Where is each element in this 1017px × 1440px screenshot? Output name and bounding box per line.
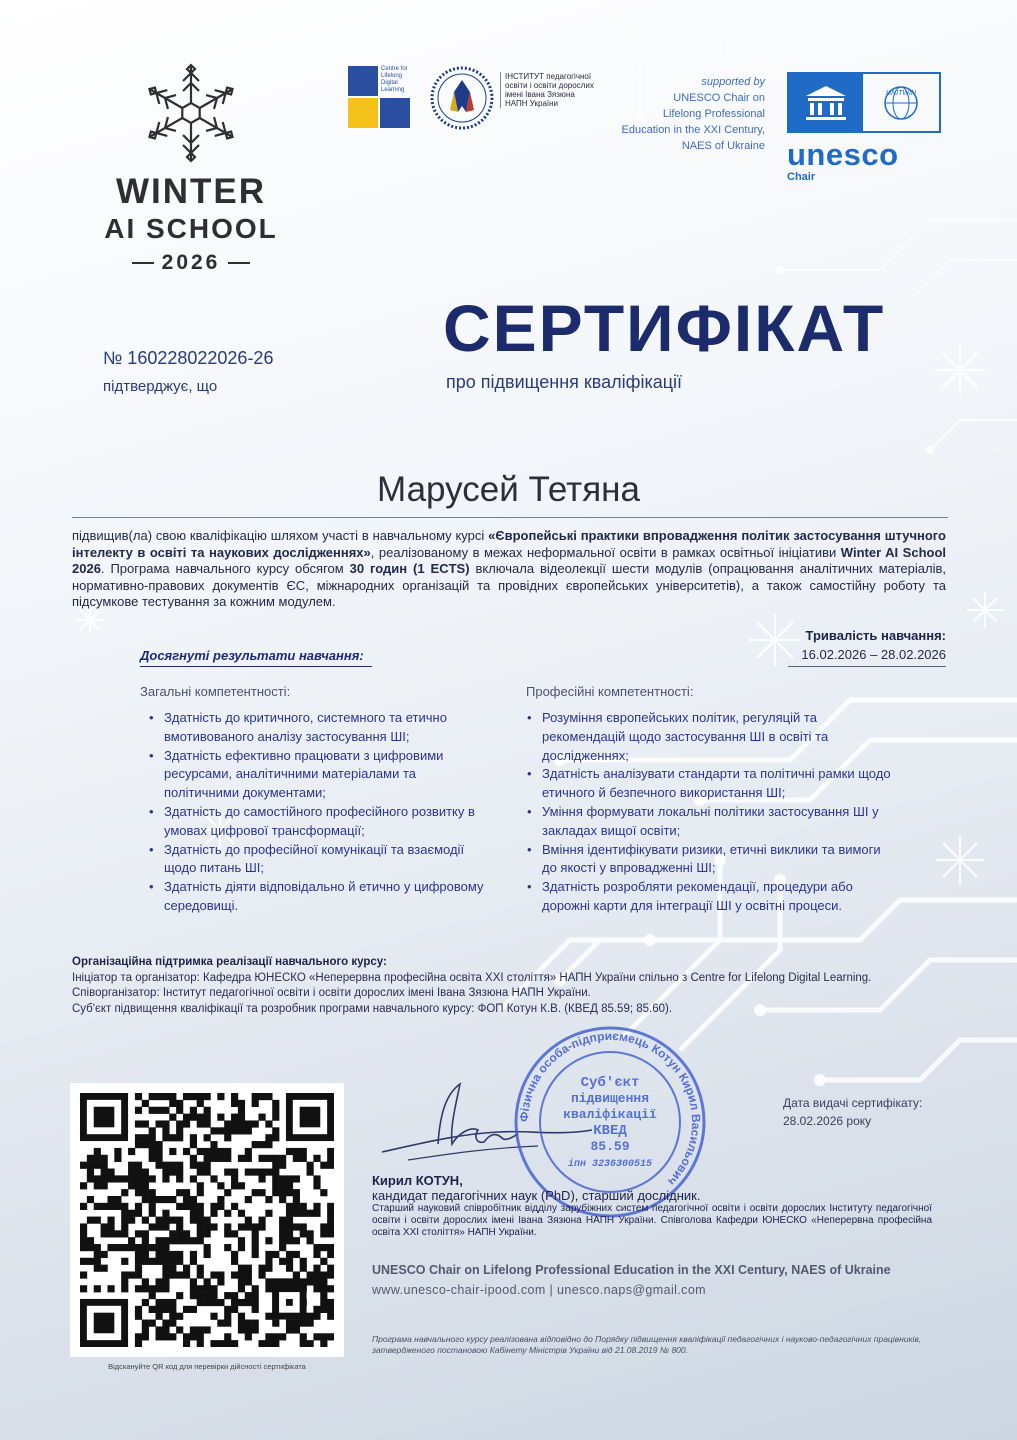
unitwin-icon bbox=[863, 74, 939, 131]
list-item: • Здатність діяти відповідально й етично у цифровому середовищі. bbox=[148, 878, 488, 916]
logo-line-ai-school: AI SCHOOL bbox=[104, 213, 278, 244]
organization-title: Організаційна підтримка реалізації навчального курсу: bbox=[72, 956, 387, 968]
course-hours: 30 годин (1 ECTS) bbox=[349, 561, 470, 577]
winter-ai-school-logo bbox=[96, 58, 286, 275]
supported-line: NAES of Ukraine bbox=[681, 140, 765, 152]
supported-line: UNESCO Chair on bbox=[673, 92, 765, 104]
cld-logo-text: Centre for Lifelong Digital Learning bbox=[381, 66, 408, 93]
list-item: • Здатність ефективно працювати з цифровими ресурсами, аналітичними матеріалами та політичними документами; bbox=[148, 747, 488, 803]
course-title: «Європейські практики впровадження політик застосування штучного інтелекту в освіті та наукових дослідженнях» bbox=[72, 528, 946, 560]
outcomes-title: Досягнуті результати навчання: bbox=[140, 648, 372, 667]
signer-position: Старший науковий співробітник відділу зарубіжних систем педагогічної освіти і освіти дорослих Інституту педагогічної освіти і освіти дорослих імені Івана Зязюна НАПН України. Співголова Кафедри ЮНЕСКО «Неперервна професійна освіта XXI століття» НАПН України. bbox=[372, 1203, 932, 1238]
cld-logo bbox=[348, 66, 410, 128]
duration-block bbox=[788, 628, 946, 667]
unesco-chair-label: Chair bbox=[787, 171, 816, 183]
list-item: • Здатність розробляти рекомендації, процедури або дорожні карти для інтеграції ШІ у освітні процеси. bbox=[526, 878, 894, 916]
unesco-chair-logo bbox=[787, 72, 947, 183]
signer-name: Кирил КОТУН, bbox=[372, 1173, 463, 1188]
snowflake-icon bbox=[141, 58, 241, 168]
institute-logo-text: ІНСТИТУТ педагогічної освіти і освіти дорослих імені Івана Зязюна НАПН України bbox=[500, 72, 595, 108]
organization-line: Співорганізатор: Інститут педагогічної освіти і освіти дорослих імені Івана Зязюна НАПН України. bbox=[72, 987, 591, 1000]
body-text-part: , реалізованому в межах неформальної освіти в рамках освітньої ініціативи bbox=[370, 544, 841, 560]
general-competences-heading: Загальні компетентності: bbox=[140, 684, 291, 699]
issue-date-label: Дата видачі сертифікату: bbox=[783, 1096, 923, 1110]
duration-label: Тривалість навчання: bbox=[805, 628, 946, 643]
list-item: • Розуміння європейських політик, регуляцій та рекомендацій щодо застосування ШІ в освіті та дослідженнях; bbox=[526, 709, 894, 765]
recipient-name: Марусей Тетяна bbox=[377, 470, 640, 509]
unesco-wordmark: unesco bbox=[787, 137, 899, 172]
unitwin-text: UNITWIN bbox=[886, 89, 916, 97]
seal-line: підвищення bbox=[570, 1091, 650, 1106]
seal-line: КВЕД bbox=[593, 1123, 627, 1139]
professional-competences-heading: Професійні компетентності: bbox=[526, 684, 694, 699]
organization-line: Суб'єкт підвищення кваліфікації та розробник програми навчального курсу: ФОП Котун К.В. (КВЕД 85.59; 85.60). bbox=[72, 1002, 673, 1015]
list-item: • Здатність до самостійного професійного розвитку в умовах цифрової трансформації; bbox=[148, 803, 488, 841]
signer-block bbox=[372, 1173, 932, 1239]
footer-chair-name: UNESCO Chair on Lifelong Professional Education in the XXI Century, NAES of Ukraine bbox=[372, 1263, 891, 1277]
confirms-text: підтверджує, що bbox=[103, 378, 218, 395]
duration-value: 16.02.2026 – 28.02.2026 bbox=[788, 647, 946, 667]
body-text-part: підвищив(ла) свою кваліфікацію шляхом участі в навчальному курсі bbox=[72, 528, 489, 543]
seal-inn: іпн 3236300515 bbox=[567, 1159, 653, 1170]
footer-legal-note: Програма навчального курсу реалізована відповідно до Порядку підвищення кваліфікації педагогічних і науково-педагогічних працівників, затвердженого постановою Кабінету Міністрів України від 21.08.2019 № 800. bbox=[372, 1334, 922, 1355]
seal-line: 85.59 bbox=[590, 1139, 630, 1154]
issue-date-value: 28.02.2026 року bbox=[783, 1114, 872, 1128]
list-item: • Вміння ідентифікувати ризики, етичні виклики та вимоги до якості у впровадженні ШІ; bbox=[526, 841, 894, 879]
supported-line: Lifelong Professional bbox=[662, 108, 765, 120]
qr-caption: Відскануйте QR код для перевірки дійсності сертифіката bbox=[108, 1362, 306, 1371]
supported-by-label: supported by bbox=[701, 76, 765, 88]
professional-competences-list bbox=[526, 709, 894, 916]
unesco-emblem-box bbox=[787, 72, 941, 133]
certificate-number: № 160228022026-26 bbox=[103, 348, 274, 368]
certificate-subtitle: про підвищення кваліфікації bbox=[446, 372, 683, 392]
list-item: • Здатність аналізувати стандарти та політичні рамки щодо етичного й безпечного використання ШІ; bbox=[526, 765, 894, 803]
list-item: • Уміння формувати локальні політики застосування ШІ у закладах вищої освіти; bbox=[526, 803, 894, 841]
seal-line: кваліфікації bbox=[563, 1107, 657, 1122]
recipient-underline bbox=[72, 517, 948, 518]
unesco-temple-icon bbox=[789, 74, 863, 131]
year-dash-right bbox=[228, 262, 250, 264]
body-text-part: включала відеолекції шести модулів (опрацювання аналітичних матеріалів, нормативно-правових документів ЄС, міжнародних організацій та провідних європейських університетів), а також самостійну роботу та підсумкове тестування за кожним модулем. bbox=[72, 561, 946, 610]
seal-line: Суб'єкт bbox=[580, 1075, 640, 1091]
qr-code[interactable] bbox=[70, 1083, 344, 1357]
list-item: • Здатність до критичного, системного та етично вмотивованого аналізу застосування ШІ; bbox=[148, 709, 488, 747]
institute-logo bbox=[430, 66, 494, 130]
signer-degree: кандидат педагогічних наук (PhD), старший дослідник. bbox=[372, 1188, 701, 1203]
course-description bbox=[72, 528, 946, 611]
organization-line: Ініціатор та організатор: Кафедра ЮНЕСКО «Неперервна професійна освіта XXI століття» НАПН України спільно з Centre for Lifelong Digital Learning. bbox=[72, 971, 872, 984]
initiative-name: Winter AI School 2026 bbox=[72, 544, 947, 577]
list-item: • Здатність до професійної комунікації та взаємодії щодо питань ШІ; bbox=[148, 841, 488, 879]
footer-contacts: www.unesco-chair-ipood.com | unesco.naps@gmail.com bbox=[372, 1283, 706, 1297]
seal-ring-text: Фізична особа-підприємець Котун Кирил Васильович bbox=[516, 1028, 704, 1189]
year-dash-left bbox=[132, 262, 154, 264]
general-competences-list bbox=[148, 709, 488, 916]
body-text-part: . Програма навчального курсу обсягом bbox=[100, 561, 350, 577]
logo-line-winter: WINTER bbox=[115, 172, 267, 211]
issue-date-block bbox=[783, 1094, 922, 1130]
certificate-title: СЕРТИФІКАТ bbox=[443, 291, 886, 365]
qr-code-pattern bbox=[80, 1093, 334, 1347]
logo-year-text: 2026 bbox=[161, 251, 221, 274]
organization-block bbox=[72, 955, 952, 1017]
supported-line: Education in the XXI Century, bbox=[621, 124, 765, 136]
logo-year bbox=[96, 251, 286, 275]
supported-by-block bbox=[605, 74, 765, 154]
